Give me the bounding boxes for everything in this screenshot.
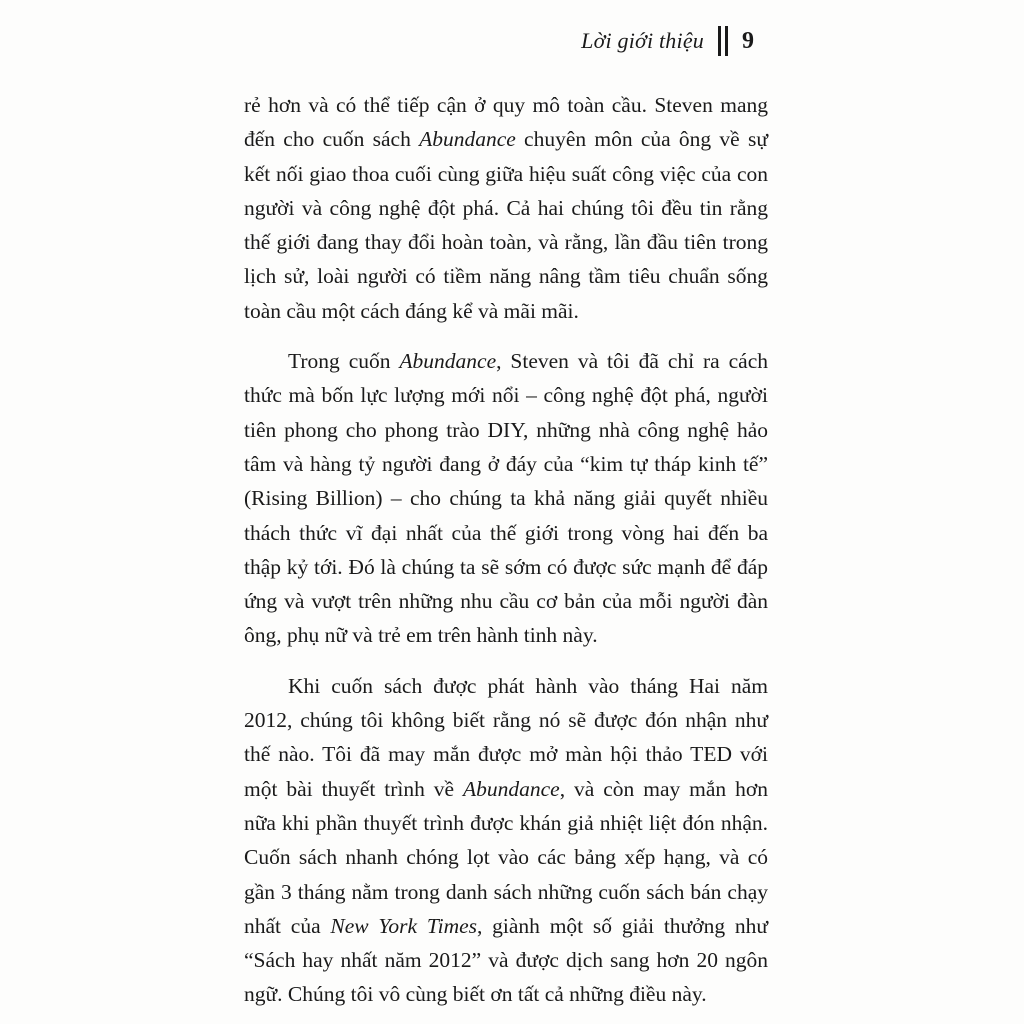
paragraph-text: Trong cuốn [288,349,400,374]
running-head [581,26,754,56]
body-text [244,88,768,1024]
paragraph-text: rẻ hơn và có thể tiếp cận ở quy mô toàn cầu. Steven mang đến cho cuốn sách [244,93,768,152]
running-title: Lời giới thiệu [581,28,704,53]
italic-title-text: Abundance [399,349,497,374]
italic-title-text: New York Times [330,913,478,938]
paragraph-text: Khi cuốn sách được phát hành vào tháng Hai năm 2012, chúng tôi không biết rằng nó sẽ được đón nhận như thế nào. Tôi đã may mắn được mở màn hội thảo TED với một bài thuyết trình về [244,673,768,801]
paragraph-1 [244,88,768,328]
paragraph-text: , và còn may mắn hơn nữa khi phần thuyết trình được khán giả nhiệt liệt đón nhận. Cuốn sách nhanh chóng lọt vào các bảng xếp hạng, và có gần 3 tháng nằm trong danh sách những cuốn sách bán chạy nhất của [244,776,768,938]
header-divider [718,26,728,56]
paragraph-3 [244,669,768,1012]
paragraph-text: , Steven và tôi đã chỉ ra cách thức mà bốn lực lượng mới nổi – công nghệ đột phá, người tiên phong cho phong trào DIY, những nhà công nghệ hảo tâm và hàng tỷ người đang ở đáy của “kim tự tháp kinh tế” (Rising Billion) – cho chúng ta khả năng giải quyết nhiều thách thức vĩ đại nhất của thế giới trong vòng hai đến ba thập kỷ tới. Đó là chúng ta sẽ sớm có được sức mạnh để đáp ứng và vượt trên những nhu cầu cơ bản của mỗi người đàn ông, phụ nữ và trẻ em trên hành tinh này. [244,349,768,648]
paragraph-text: , giành một số giải thưởng như “Sách hay nhất năm 2012” và được dịch sang hơn 20 ngôn ngữ. Chúng tôi vô cùng biết ơn tất cả những điều này. [244,913,768,1007]
italic-title-text: Abundance [419,127,516,152]
paragraph-2 [244,344,768,653]
page-number: 9 [742,27,754,54]
paragraph-text: chuyên môn của ông về sự kết nối giao thoa cuối cùng giữa hiệu suất công việc của con người và công nghệ đột phá. Cả hai chúng tôi đều tin rằng thế giới đang thay đổi hoàn toàn, và rằng, lần đầu tiên trong lịch sử, loài người có tiềm năng nâng tầm tiêu chuẩn sống toàn cầu một cách đáng kể và mãi mãi. [244,127,768,323]
italic-title-text: Abundance [463,776,560,801]
